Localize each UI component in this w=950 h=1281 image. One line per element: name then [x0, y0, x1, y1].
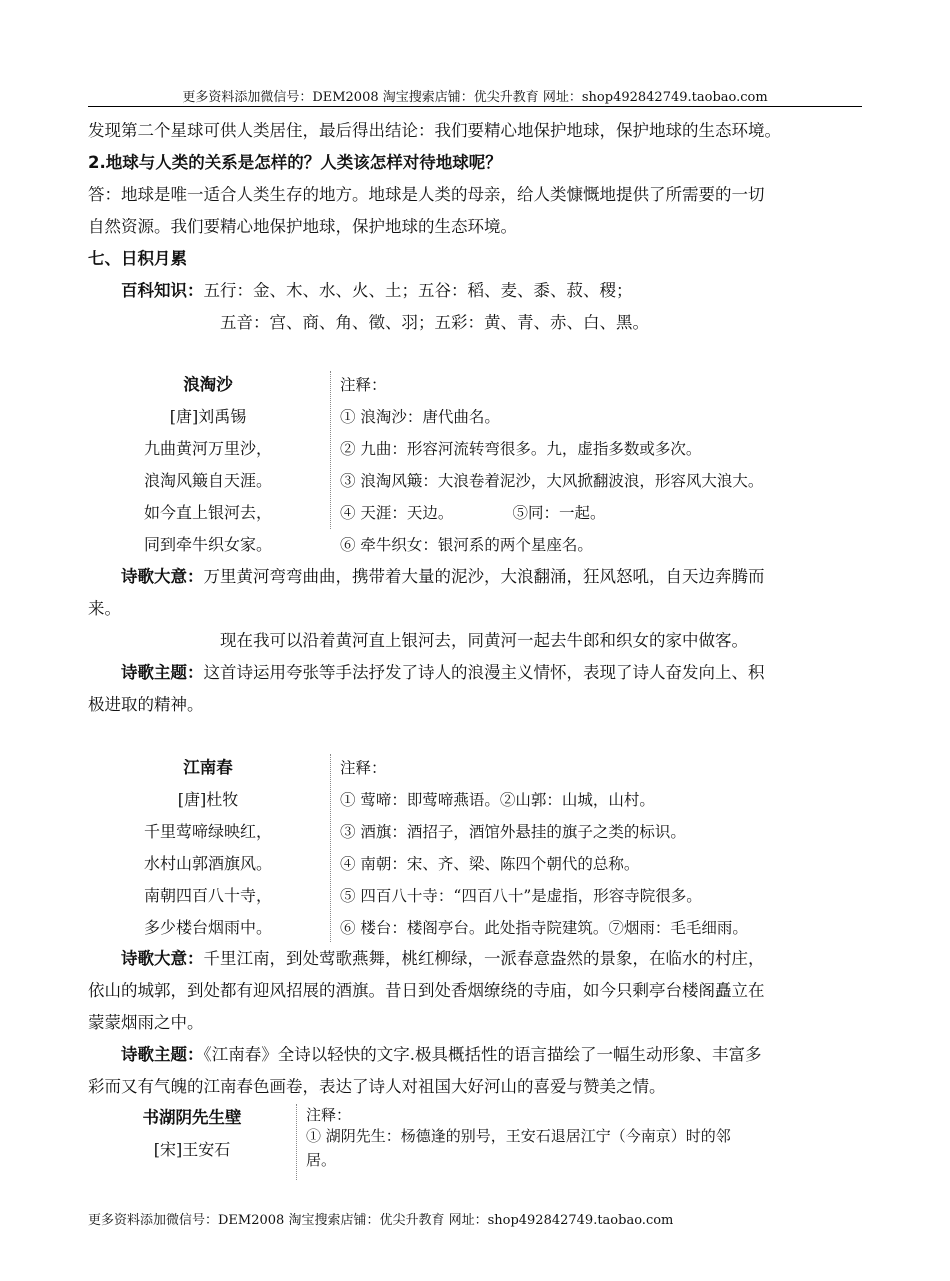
baike-label: 百科知识：: [121, 281, 204, 300]
meaning-text: 千里江南，到处莺歌燕舞，桃红柳绿，一派春意盎然的景象，在临水的村庄，: [203, 949, 765, 968]
poem-title: 江南春: [183, 758, 233, 777]
theme-label: 诗歌主题：: [121, 663, 204, 682]
note-item: ① 湖阴先生：杨德逢的别号，王安石退居江宁（今南京）时的邻: [306, 1127, 731, 1145]
baike-line-2: 五音：宫、商、角、徵、羽；五彩：黄、青、赤、白、黑。: [220, 313, 649, 332]
note-item: ④ 南朝：宋、齐、梁、陈四个朝代的总称。: [340, 855, 640, 873]
meaning-label: 诗歌大意：: [121, 567, 204, 586]
note-item: ⑥ 牵牛织女：银河系的两个星座名。: [340, 536, 593, 554]
page-header: 更多资料添加微信号：DEM2008 淘宝搜索店铺：优尖升教育 网址：shop492842749.taobao.com: [182, 90, 768, 105]
poem-author: [宋]王安石: [153, 1140, 231, 1159]
poem-body: [88, 752, 328, 944]
intro-line: 发现第二个星球可供人类居住，最后得出结论：我们要精心地保护地球，保护地球的生态环境。: [88, 121, 781, 140]
poem-divider: [330, 754, 331, 942]
poem-notes: [340, 752, 748, 944]
poem-line: 南朝四百八十寺，: [143, 886, 272, 905]
note-item: ① 浪淘沙：唐代曲名。: [340, 408, 500, 426]
note-item: ① 莺啼：即莺啼燕语。②山郭：山城，山村。: [340, 791, 655, 809]
notes-label: 注释：: [340, 759, 387, 777]
answer-2-line-1: 答：地球是唯一适合人类生存的地方。地球是人类的母亲，给人类慷慨地提供了所需要的一切: [88, 185, 765, 204]
meaning-line-1: [88, 561, 862, 593]
theme-line-1: [88, 1039, 862, 1071]
page-footer: 更多资料添加微信号：DEM2008 淘宝搜索店铺：优尖升教育 网址：shop492842749.taobao.com: [88, 1213, 674, 1228]
poem-body: [88, 369, 328, 561]
poem-line: 浪淘风簸自天涯。: [143, 471, 272, 490]
poem-notes: [340, 369, 763, 561]
poem-title: 书湖阴先生壁: [142, 1108, 242, 1127]
poem-body: [88, 1102, 296, 1166]
meaning-label: 诗歌大意：: [121, 949, 204, 968]
poem-line: 同到牵牛织女家。: [143, 535, 272, 554]
meaning-line-3: 现在我可以沿着黄河直上银河去，同黄河一起去牛郎和织女的家中做客。: [220, 631, 748, 650]
notes-label: 注释：: [306, 1106, 352, 1124]
baike-line-1: [88, 275, 862, 307]
meaning-line-1: [88, 943, 862, 975]
theme-line-2: 彩而又有气魄的江南春色画卷，表达了诗人对祖国大好河山的喜爱与赞美之情。: [88, 1077, 666, 1096]
theme-line-1: [88, 657, 862, 689]
baike-text-1: 五行：金、木、水、火、土；五谷：稻、麦、黍、菽、稷；: [203, 281, 633, 300]
poem-jiangnanchun: [88, 752, 862, 944]
poem-author: [唐]刘禹锡: [169, 407, 247, 426]
meaning-text: 万里黄河弯弯曲曲，携带着大量的泥沙，大浪翻涌，狂风怒吼，自天边奔腾而: [203, 567, 765, 586]
poem-notes: [306, 1102, 731, 1172]
poem-langtaosha: [88, 369, 862, 554]
notes-label: 注释：: [340, 376, 387, 394]
note-item: ③ 酒旗：酒招子，酒馆外悬挂的旗子之类的标识。: [340, 823, 686, 841]
note-item: ③ 浪淘风簸：大浪卷着泥沙，大风掀翻波浪，形容风大浪大。: [340, 472, 764, 490]
poem-divider: [296, 1104, 297, 1180]
poem-shuhuyinxianshengbi: [88, 1102, 862, 1182]
poem-line: 九曲黄河万里沙，: [143, 439, 272, 458]
note-item: ② 九曲：形容河流转弯很多。九，虚指多数或多次。: [340, 440, 702, 458]
theme-text: 这首诗运用夸张等手法抒发了诗人的浪漫主义情怀，表现了诗人奋发向上、积: [203, 663, 765, 682]
poem-line: 水村山郭酒旗风。: [143, 854, 272, 873]
meaning-line-3: 蒙蒙烟雨之中。: [88, 1013, 204, 1032]
note-item-continued: 居。: [306, 1151, 337, 1169]
meaning-line-2: 依山的城郭，到处都有迎风招展的酒旗。昔日到处香烟缭绕的寺庙，如今只剩亭台楼阁矗立在: [88, 981, 765, 1000]
meaning-line-2: 来。: [88, 599, 121, 618]
poem-author: [唐]杜牧: [177, 790, 239, 809]
poem-line: 千里莺啼绿映红，: [143, 822, 272, 841]
poem-divider: [330, 371, 331, 529]
theme-label: 诗歌主题：: [121, 1045, 204, 1064]
answer-2-line-2: 自然资源。我们要精心地保护地球，保护地球的生态环境。: [88, 217, 517, 236]
intro-section: [88, 115, 862, 339]
poem-line: 多少楼台烟雨中。: [143, 918, 272, 937]
poem-title: 浪淘沙: [183, 375, 233, 394]
theme-text: 《江南春》全诗以轻快的文字.极具概括性的语言描绘了一幅生动形象、丰富多: [203, 1045, 762, 1064]
header-rule: [88, 106, 862, 107]
poem-line: 如今直上银河去，: [143, 503, 272, 522]
poem-1-explanation: [88, 561, 862, 721]
note-item: ⑥ 楼台：楼阁亭台。此处指寺院建筑。⑦烟雨：毛毛细雨。: [340, 919, 748, 937]
section-7-heading: 七、日积月累: [88, 249, 187, 268]
question-2: 2.地球与人类的关系是怎样的？人类该怎样对待地球呢？: [88, 153, 502, 172]
note-item: ⑤ 四百八十寺：“四百八十”是虚指，形容寺院很多。: [340, 887, 702, 905]
note-item: ④ 天涯：天边。 ⑤同：一起。: [340, 504, 606, 522]
poem-2-explanation: [88, 943, 862, 1103]
theme-line-2: 极进取的精神。: [88, 695, 204, 714]
